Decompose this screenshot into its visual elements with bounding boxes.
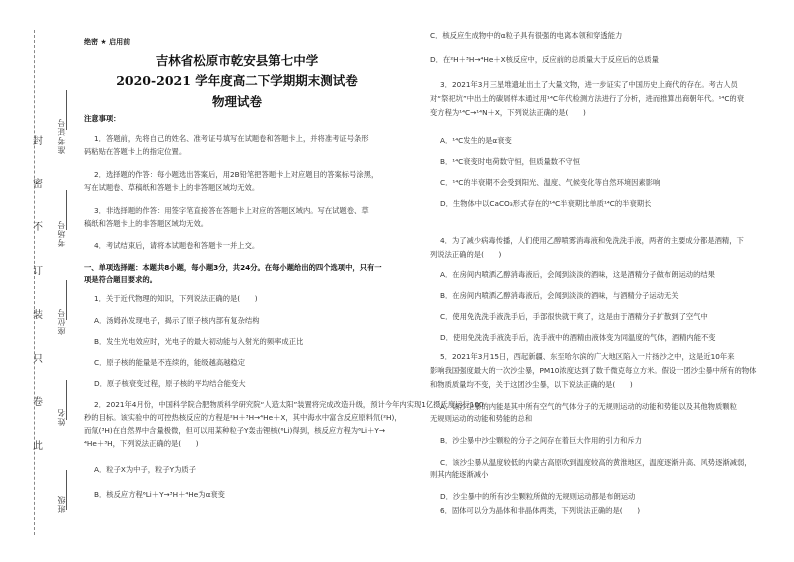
field-name-label: 姓名 <box>57 408 66 426</box>
binding-char: 卷 <box>33 397 43 408</box>
binding-char: 封 <box>33 136 43 147</box>
question-stem: 4．为了减少病毒传播，人们使用乙醇喷雾消毒液和免洗洗手液，两者的主要成分都是酒精，下 <box>440 236 744 245</box>
option-a: A．粒子X为中子，粒子Y为质子 <box>94 465 197 474</box>
option-d: D．在²H＋³H→⁴He＋X核反应中，反应前的总质量大于反应后的总质量 <box>430 55 659 64</box>
option-c-continued: 则其内能逐渐减小 <box>430 470 489 479</box>
field-exam-number-label: 准考证号 <box>57 118 66 154</box>
option-b: B．¹⁴C衰变时电荷数守恒，但质量数不守恒 <box>440 157 580 166</box>
section-heading: 项是符合题目要求的。 <box>84 275 157 284</box>
field-seat-label: 座位号 <box>57 308 66 335</box>
option-c: C．原子核的能量是不连续的，能级越高越稳定 <box>94 358 246 367</box>
question-stem: 和物质质量均不变，关于这团沙尘暴，以下说法正确的是( ) <box>430 380 633 389</box>
binding-char: 不 <box>33 222 43 233</box>
question-stem: 而氚(³H)在自然界中含量极微，但可以用某种粒子Y轰击锂核(⁶Li)得到，核反应方程为⁶Li＋Y→ <box>84 426 385 435</box>
term-title: 2020-2021 学年度高二下学期期末测试卷 <box>116 73 358 88</box>
note-line: 写在试题卷、草稿纸和答题卡上的非答题区域均无效。 <box>84 183 260 192</box>
school-title: 吉林省松原市乾安县第七中学 <box>155 53 319 68</box>
note-line: 4．考试结束后，请将本试题卷和答题卡一并上交。 <box>94 241 260 250</box>
note-line: 3．非选择题的作答：用签字笔直接答在答题卡上对应的答题区域内。写在试题卷、草 <box>94 206 369 215</box>
field-name-line[interactable] <box>66 380 67 420</box>
confidential-mark: 绝密 ★ 启用前 <box>84 38 131 46</box>
binding-strip <box>0 0 82 562</box>
binding-char: 装 <box>33 310 43 321</box>
note-line: 2．选择题的作答：每小题选出答案后，用2B铅笔把答题卡上对应题目的答案标号涂黑， <box>94 170 379 179</box>
binding-char: 此 <box>33 441 43 452</box>
option-a: A．该沙尘暴的内能是其中所有空气的气体分子的无规则运动的动能和势能以及其他物质颗粒 <box>440 402 737 411</box>
subject-title: 物理试卷 <box>211 94 262 109</box>
option-a: A．在房间内喷洒乙醇消毒液后，会闻到淡淡的酒味，这是酒精分子做布朗运动的结果 <box>440 270 715 279</box>
option-a: A．¹⁴C发生的是α衰变 <box>440 136 512 145</box>
question-stem: ⁴He＋³H，下列说法正确的是( ) <box>84 439 199 448</box>
section-heading: 一、单项选择题：本题共8小题，每小题3分，共24分。在每小题给出的四个选项中，只有一 <box>84 263 382 272</box>
binding-char: 只 <box>33 354 43 365</box>
field-class-label: 班级 <box>57 495 66 513</box>
option-d: D．原子核衰变过程，原子核的平均结合能变大 <box>94 379 246 388</box>
question-stem: 对“祭祀坑”中出土的碳屑样本通过用¹⁴C年代检测方法进行了分析，进而推算出商朝年代。¹⁴C的衰 <box>430 94 745 103</box>
option-d: D．沙尘暴中的所有沙尘颗粒所做的无规则运动都是布朗运动 <box>440 492 636 501</box>
binding-char: 订 <box>33 266 43 277</box>
note-line: 1．答题前，先将自己的姓名、准考证号填写在试题卷和答题卡上，并将准考证号条形 <box>94 134 369 143</box>
option-b: B．沙尘暴中沙尘颗粒的分子之间存在着巨大作用的引力和斥力 <box>440 436 643 445</box>
binding-char: 密 <box>33 179 43 190</box>
question-stem: 6．固体可以分为晶体和非晶体两类，下列说法正确的是( ) <box>440 506 641 515</box>
question-stem: 影响我国强度最大的一次沙尘暴，PM10浓度达到了数千微克每立方米。假设一团沙尘暴中所有的物体 <box>430 366 757 375</box>
option-a-continued: 无规则运动的动能和势能的总和 <box>430 414 533 423</box>
field-class-line[interactable] <box>66 470 67 510</box>
question-stem: 5．2021年3月15日，西起新疆、东至哈尔滨的广大地区陷入一片扬沙之中，这是近10年来 <box>440 352 735 361</box>
field-exam-number-line[interactable] <box>66 90 67 130</box>
question-stem: 3．2021年3月三星堆遗址出土了大量文物，进一步证实了中国历史上商代的存在。考古人员 <box>440 80 738 89</box>
option-b: B．在房间内喷洒乙醇消毒液后，会闻到淡淡的酒味，与酒精分子运动无关 <box>440 291 679 300</box>
option-c: C．使用免洗洗手液洗手后，手部很快就干爽了，这是由于酒精分子扩散到了空气中 <box>440 312 708 321</box>
option-d: D．生物体中以CaCO₃形式存在的¹⁴C半衰期比单质¹⁴C的半衰期长 <box>440 199 652 208</box>
field-exam-room-line[interactable] <box>66 190 67 230</box>
option-b: B．发生光电效应时，光电子的最大初动能与入射光的频率成正比 <box>94 337 304 346</box>
option-c: C．核反应生成物中的α粒子具有很强的电离本领和穿透能力 <box>430 31 623 40</box>
question-stem: 列说法正确的是( ) <box>430 250 502 259</box>
question-stem: 秒的目标。该实验中的可控热核反应的方程是²H＋³H→⁴He＋X，其中海水中富含反应原料氘(²H)， <box>84 413 402 422</box>
option-c: C．该沙尘暴从温度较低的内蒙古高原吹到温度较高的黄淮地区，温度逐渐升高、风势逐渐减弱， <box>440 458 752 467</box>
question-stem: 变方程为¹⁴C→¹⁴N＋X，下列说法正确的是( ) <box>430 108 586 117</box>
binding-dashed-line <box>34 30 35 535</box>
notes-title: 注意事项： <box>84 114 121 123</box>
option-d: D．使用免洗洗手液洗手后，洗手液中的酒精由液体变为同温度的气体，酒精内能不变 <box>440 333 716 342</box>
option-c: C．¹⁴C的半衰期不会受到阳光、温度、气候变化等自然环境因素影响 <box>440 178 661 187</box>
field-seat-line[interactable] <box>66 280 67 320</box>
question-stem: 2．2021年4月份，中国科学院合肥物质科学研究院“人造太阳”装置将完成改造升级，预计今年内实现1亿摄氏度运行100 <box>94 400 484 409</box>
note-line: 码粘贴在答题卡上的指定位置。 <box>84 147 187 156</box>
question-stem: 1．关于近代物理的知识，下列说法正确的是( ) <box>94 294 258 303</box>
note-line: 稿纸和答题卡上的非答题区域均无效。 <box>84 219 209 228</box>
option-a: A．汤姆孙发现电子，揭示了原子核内部有复杂结构 <box>94 316 260 325</box>
option-b: B．核反应方程⁶Li＋Y→³H＋⁴He为α衰变 <box>94 490 225 499</box>
field-exam-room-label: 考场号 <box>57 220 66 247</box>
